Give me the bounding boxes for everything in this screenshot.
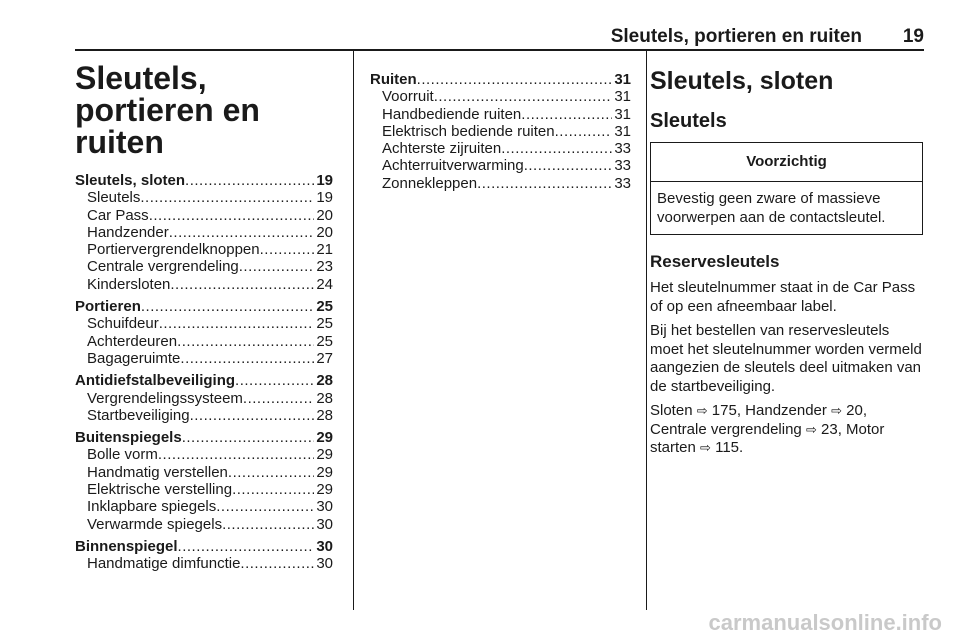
- toc-item-label: Handmatige dimfunctie: [87, 555, 241, 573]
- toc-section-title: Portieren: [75, 298, 141, 316]
- toc-item[interactable]: [75, 498, 333, 515]
- toc-item-label: Sleutels: [87, 189, 141, 207]
- toc-leader-dots: [169, 224, 315, 241]
- toc-item-page: 25: [316, 315, 333, 333]
- toc-section: [75, 298, 333, 367]
- toc-section: [75, 429, 333, 533]
- toc-section-entry[interactable]: [75, 429, 333, 446]
- toc-item-label: Verwarmde spiegels: [87, 515, 223, 533]
- toc-leader-dots: [417, 71, 613, 88]
- paragraph-2: Bij het bestellen van reservesleutels moet het sleutelnummer worden vermeld aangezien de sleutels deel uitmaken van de startbeveiliging.: [650, 322, 922, 395]
- toc-leader-dots: [555, 123, 613, 140]
- toc-leader-dots: [434, 88, 613, 105]
- toc-section-entry[interactable]: [75, 172, 333, 189]
- toc-item[interactable]: [75, 516, 333, 533]
- toc-leader-dots: [232, 481, 314, 498]
- toc-item[interactable]: [75, 481, 333, 498]
- toc-item-label: Elektrische verstelling: [87, 481, 233, 499]
- toc-item-page: 31: [614, 88, 631, 106]
- toc-leader-dots: [158, 446, 314, 463]
- section-content: [650, 66, 925, 464]
- toc-leader-dots: [185, 172, 314, 189]
- toc-section-title: Sleutels, sloten: [75, 172, 186, 189]
- toc-section: [75, 538, 333, 573]
- toc-item-label: Achterruitverwarming: [382, 157, 524, 175]
- toc-leader-dots: [182, 429, 315, 446]
- toc-right: [370, 71, 631, 197]
- toc-item-label: Car Pass: [87, 206, 149, 224]
- toc-item[interactable]: [370, 88, 631, 105]
- toc-item-page: 27: [316, 349, 333, 367]
- toc-section: [370, 71, 631, 192]
- toc-item[interactable]: [75, 350, 333, 367]
- toc-section-page: 28: [316, 372, 333, 390]
- toc-leader-dots: [190, 407, 315, 424]
- toc-item[interactable]: [75, 333, 333, 350]
- toc-item-label: Achterdeuren: [87, 332, 178, 350]
- toc-leader-dots: [240, 555, 314, 572]
- toc-section-entry[interactable]: [370, 71, 631, 88]
- toc-item-page: 29: [316, 463, 333, 481]
- toc-item[interactable]: [370, 123, 631, 140]
- toc-item-label: Bolle vorm: [87, 446, 158, 464]
- toc-leader-dots: [170, 276, 314, 293]
- toc-item-label: Bagageruimte: [87, 349, 181, 367]
- toc-item[interactable]: [75, 390, 333, 407]
- toc-section-page: 29: [316, 429, 333, 447]
- toc-item-page: 30: [316, 498, 333, 516]
- toc-item-label: Inklapbare spiegels: [87, 498, 217, 516]
- reference-page: 115: [715, 439, 740, 456]
- toc-item-page: 33: [614, 174, 631, 192]
- toc-item-page: 24: [316, 275, 333, 293]
- reference-link[interactable]: Centrale vergrendeling: [650, 420, 802, 438]
- reference-arrow-icon: ⇨: [696, 403, 708, 418]
- reference-separator: ,: [736, 402, 746, 419]
- toc-item-label: Vergrendelingssysteem: [87, 389, 243, 407]
- toc-leader-dots: [228, 464, 314, 481]
- toc-item-label: Achterste zijruiten: [382, 140, 502, 158]
- toc-item-page: 30: [316, 555, 333, 573]
- toc-item-page: 19: [316, 189, 333, 207]
- header-title: Sleutels, portieren en ruiten: [610, 26, 862, 47]
- toc-item[interactable]: [370, 157, 631, 174]
- toc-leader-dots: [180, 350, 314, 367]
- caution-box: [650, 142, 923, 235]
- toc-section-title: Buitenspiegels: [75, 429, 182, 447]
- toc-item[interactable]: [75, 258, 333, 275]
- toc-leader-dots: [141, 298, 314, 315]
- toc-item-label: Handzender: [87, 223, 169, 241]
- toc-item-page: 28: [316, 406, 333, 424]
- toc-item-page: 33: [614, 140, 631, 158]
- watermark: carmanualsonline.info: [708, 610, 942, 635]
- toc-item-page: 25: [316, 332, 333, 350]
- toc-leader-dots: [243, 390, 314, 407]
- caution-title: Voorzichtig: [651, 143, 922, 182]
- toc-leader-dots: [177, 333, 314, 350]
- reference-page: 20: [846, 402, 863, 419]
- toc-item-page: 30: [316, 515, 333, 533]
- toc-item-page: 29: [316, 481, 333, 499]
- reference-link[interactable]: Motor starten: [650, 420, 885, 456]
- toc-item[interactable]: [75, 315, 333, 332]
- toc-item[interactable]: [75, 224, 333, 241]
- toc-section-title: Ruiten: [370, 71, 417, 88]
- toc-leader-dots: [521, 106, 612, 123]
- toc-leader-dots: [524, 157, 613, 174]
- toc-item[interactable]: [75, 241, 333, 258]
- toc-section: [75, 172, 333, 293]
- toc-item-page: 23: [316, 258, 333, 276]
- caution-text: Bevestig geen zware of massieve voorwerpen aan de contactsleutel.: [657, 190, 886, 226]
- toc-section-entry[interactable]: [75, 372, 333, 389]
- toc-left: [75, 172, 333, 578]
- toc-item[interactable]: [75, 207, 333, 224]
- chapter-title: Sleutels, portieren en ruiten: [75, 60, 260, 160]
- toc-leader-dots: [140, 189, 314, 206]
- toc-leader-dots: [159, 315, 315, 332]
- toc-item-page: 33: [614, 157, 631, 175]
- page-number: 19: [902, 26, 924, 47]
- toc-leader-dots: [477, 175, 612, 192]
- toc-item-label: Voorruit: [382, 88, 434, 106]
- toc-item-label: Portiervergrendelknoppen: [87, 241, 260, 259]
- toc-item-page: 28: [316, 389, 333, 407]
- column-divider-1: [353, 50, 354, 610]
- toc-item-page: 20: [316, 223, 333, 241]
- spare-keys-heading: Reservesleutels: [650, 252, 780, 271]
- toc-leader-dots: [260, 241, 315, 258]
- toc-item[interactable]: [75, 189, 333, 206]
- toc-item-label: Kindersloten: [87, 275, 171, 293]
- toc-item-label: Schuifdeur: [87, 315, 159, 333]
- toc-item-label: Centrale vergrendeling: [87, 258, 239, 276]
- reference-page: 175: [711, 402, 737, 419]
- toc-item[interactable]: [75, 555, 333, 572]
- reference-arrow-icon: ⇨: [700, 440, 711, 455]
- toc-item[interactable]: [75, 446, 333, 463]
- toc-leader-dots: [222, 516, 314, 533]
- toc-leader-dots: [501, 140, 612, 157]
- toc-item-label: Elektrisch bediende ruiten: [382, 122, 555, 140]
- toc-leader-dots: [235, 372, 314, 389]
- toc-section: [75, 372, 333, 424]
- toc-section-page: 31: [614, 71, 631, 88]
- toc-section-entry[interactable]: [75, 298, 333, 315]
- toc-item[interactable]: [75, 464, 333, 481]
- toc-item-page: 21: [316, 241, 333, 259]
- toc-item-page: 31: [614, 122, 631, 140]
- toc-item[interactable]: [75, 407, 333, 424]
- toc-item-page: 29: [316, 446, 333, 464]
- toc-item-label: Zonnekleppen: [382, 174, 478, 192]
- reference-separator: ,: [862, 402, 868, 419]
- toc-item-label: Startbeveiliging: [87, 406, 190, 424]
- toc-leader-dots: [178, 538, 315, 555]
- reference-arrow-icon: ⇨: [831, 403, 842, 418]
- header-rule: [75, 49, 924, 51]
- toc-leader-dots: [216, 498, 314, 515]
- toc-leader-dots: [239, 258, 315, 275]
- toc-item-label: Handmatig verstellen: [87, 463, 228, 481]
- reference-separator: .: [739, 439, 744, 456]
- column-divider-2: [646, 50, 647, 610]
- toc-leader-dots: [149, 207, 315, 224]
- paragraph-1: Het sleutelnummer staat in de Car Pass of op een afneembaar label.: [650, 279, 916, 315]
- toc-item-page: 20: [316, 206, 333, 224]
- toc-section-page: 19: [316, 172, 333, 189]
- reference-page: 23: [821, 420, 838, 438]
- toc-section-page: 30: [316, 537, 333, 555]
- reference-arrow-icon: ⇨: [805, 421, 817, 437]
- toc-item-page: 31: [614, 105, 631, 123]
- reference-link[interactable]: Sloten: [650, 402, 693, 419]
- toc-section-title: Binnenspiegel: [75, 537, 178, 555]
- toc-item[interactable]: [370, 106, 631, 123]
- reference-link[interactable]: Handzender: [745, 402, 827, 419]
- cross-references: [650, 402, 925, 458]
- section-subtitle: Sleutels: [650, 110, 727, 132]
- reference-separator: ,: [837, 420, 847, 438]
- toc-item-label: Handbediende ruiten: [382, 105, 522, 123]
- toc-section-page: 25: [316, 298, 333, 316]
- toc-item[interactable]: [370, 175, 631, 192]
- section-title: Sleutels, sloten: [650, 67, 834, 95]
- toc-section-entry[interactable]: [75, 538, 333, 555]
- toc-item[interactable]: [75, 276, 333, 293]
- toc-section-title: Antidiefstalbeveiliging: [75, 372, 236, 390]
- toc-item[interactable]: [370, 140, 631, 157]
